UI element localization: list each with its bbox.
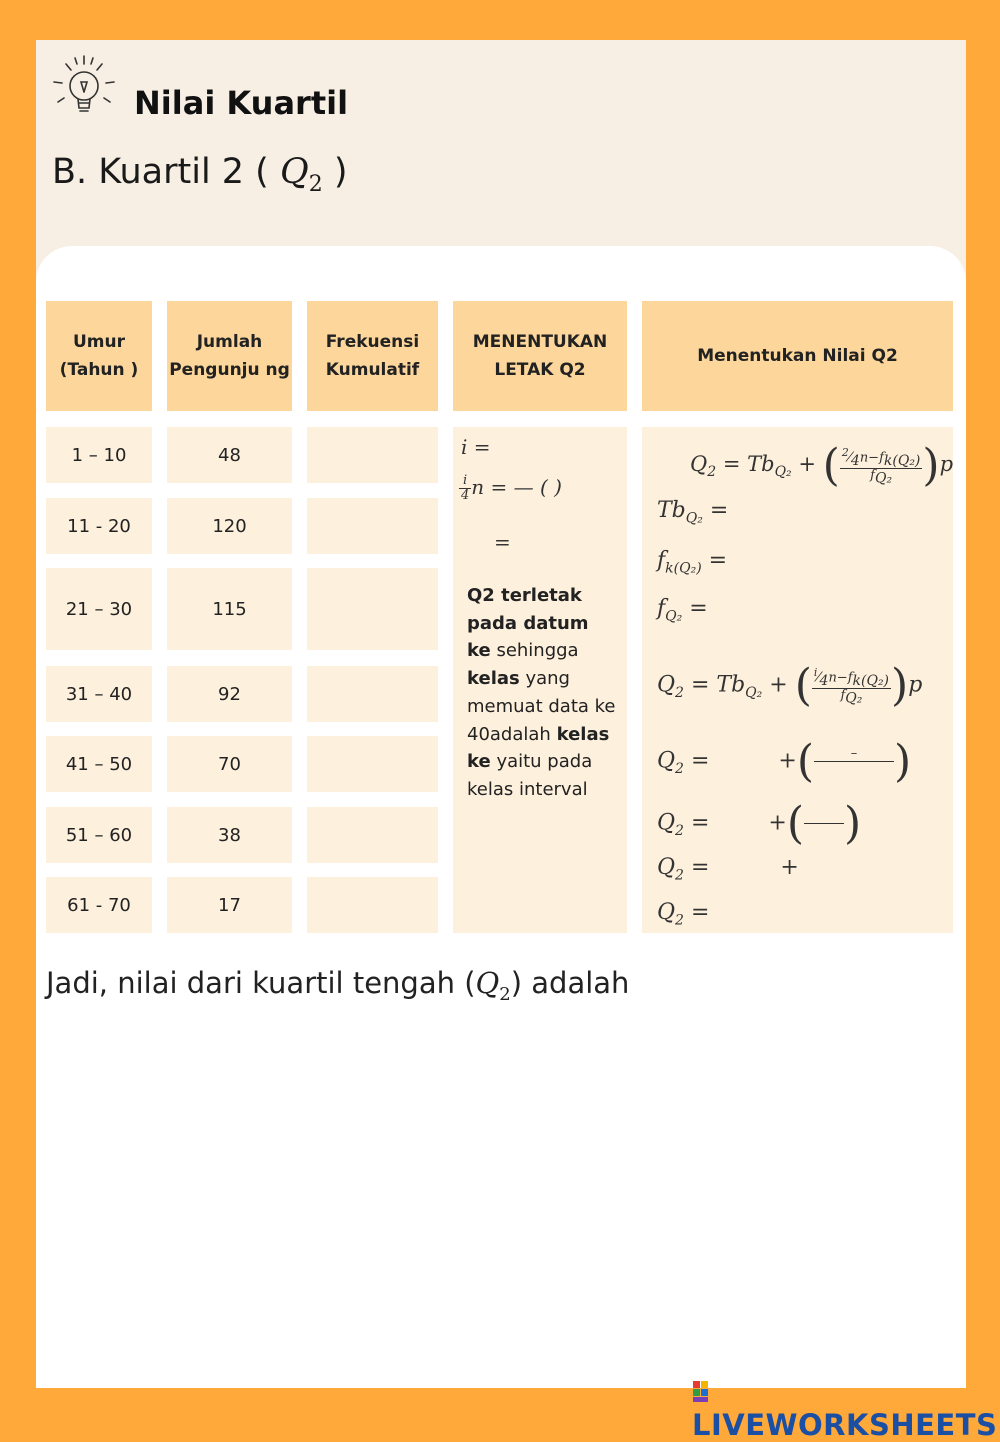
lightbulb-icon <box>48 52 120 124</box>
subtitle-prefix: B. Kuartil 2 ( <box>52 152 269 192</box>
header-nilai-q2: Menentukan Nilai Q2 <box>642 301 953 411</box>
header-jumlah: Jumlah Pengunju ng <box>167 301 292 411</box>
substitution-step-2: $Q_2$ = +( ) <box>657 798 862 849</box>
formula-specific: $Q_2 = Tb_{Q_2}$ + ( $\frac{^i⁄_4n-f_{k(Q_2)}}{f_{Q_2}}$ )p <box>657 660 923 711</box>
substitution-step-1: $Q_2$ = +( – ) <box>657 736 912 787</box>
cell-umur: 41 – 50 <box>46 736 152 792</box>
page-title: Nilai Kuartil <box>134 84 349 122</box>
substitution-step-3: $Q_2$ = + <box>657 855 799 884</box>
cell-jumlah: 70 <box>167 736 292 792</box>
cell-frekuensi-input[interactable] <box>307 807 438 863</box>
cell-umur: 51 – 60 <box>46 807 152 863</box>
header-frekuensi: Frekuensi Kumulatif <box>307 301 438 411</box>
cell-umur: 21 – 30 <box>46 568 152 650</box>
subtitle-suffix: ) <box>333 152 348 192</box>
cell-umur: 11 - 20 <box>46 498 152 554</box>
cell-jumlah: 120 <box>167 498 292 554</box>
cell-jumlah: 48 <box>167 427 292 483</box>
letak-result-line: = <box>494 530 511 554</box>
liveworksheets-watermark: LIVEWORKSHEETS <box>692 1374 1000 1442</box>
conclusion-text: Jadi, nilai dari kuartil tengah $(Q_2)$ adalah <box>46 966 630 1005</box>
final-step: $Q_2$ = <box>657 900 710 929</box>
formula-general: $Q_2 = Tb_{Q_2}$ + ( $\frac{^2⁄_4n-f_{k(Q_2)}}{f_{Q_2}}$ )p <box>690 440 954 491</box>
header-letak-q2: MENENTUKAN LETAK Q2 <box>453 301 627 411</box>
cell-jumlah: 92 <box>167 666 292 722</box>
cell-frekuensi-input[interactable] <box>307 568 438 650</box>
cell-umur: 31 – 40 <box>46 666 152 722</box>
cell-jumlah: 17 <box>167 877 292 933</box>
cell-jumlah: 38 <box>167 807 292 863</box>
cell-frekuensi-input[interactable] <box>307 498 438 554</box>
letak-n-line: $\frac{i}{4}$ n = — ( ) <box>461 473 562 503</box>
tb-line: $Tb_{Q_2}$ = <box>657 498 729 527</box>
cell-frekuensi-input[interactable] <box>307 736 438 792</box>
subtitle-q-symbol: $Q_2$ <box>279 152 323 197</box>
letak-explanation: Q2 terletak pada datum ke sehingga kelas yang memuat data ke 40adalah kelas ke yaitu pada kelas interval <box>467 585 616 800</box>
cell-umur: 61 - 70 <box>46 877 152 933</box>
cell-frekuensi-input[interactable] <box>307 877 438 933</box>
cell-frekuensi-input[interactable] <box>307 427 438 483</box>
cell-jumlah: 115 <box>167 568 292 650</box>
header-umur: Umur (Tahun ) <box>46 301 152 411</box>
fq-line: $f_{Q_2}$ = <box>657 596 708 625</box>
cell-umur: 1 – 10 <box>46 427 152 483</box>
fk-line: $f_{k(Q_2)}$ = <box>657 548 728 577</box>
letak-i-line: i = <box>461 435 491 459</box>
section-subtitle <box>52 152 347 197</box>
liveworksheets-logo-icon <box>692 1378 718 1404</box>
cell-frekuensi-input[interactable] <box>307 666 438 722</box>
